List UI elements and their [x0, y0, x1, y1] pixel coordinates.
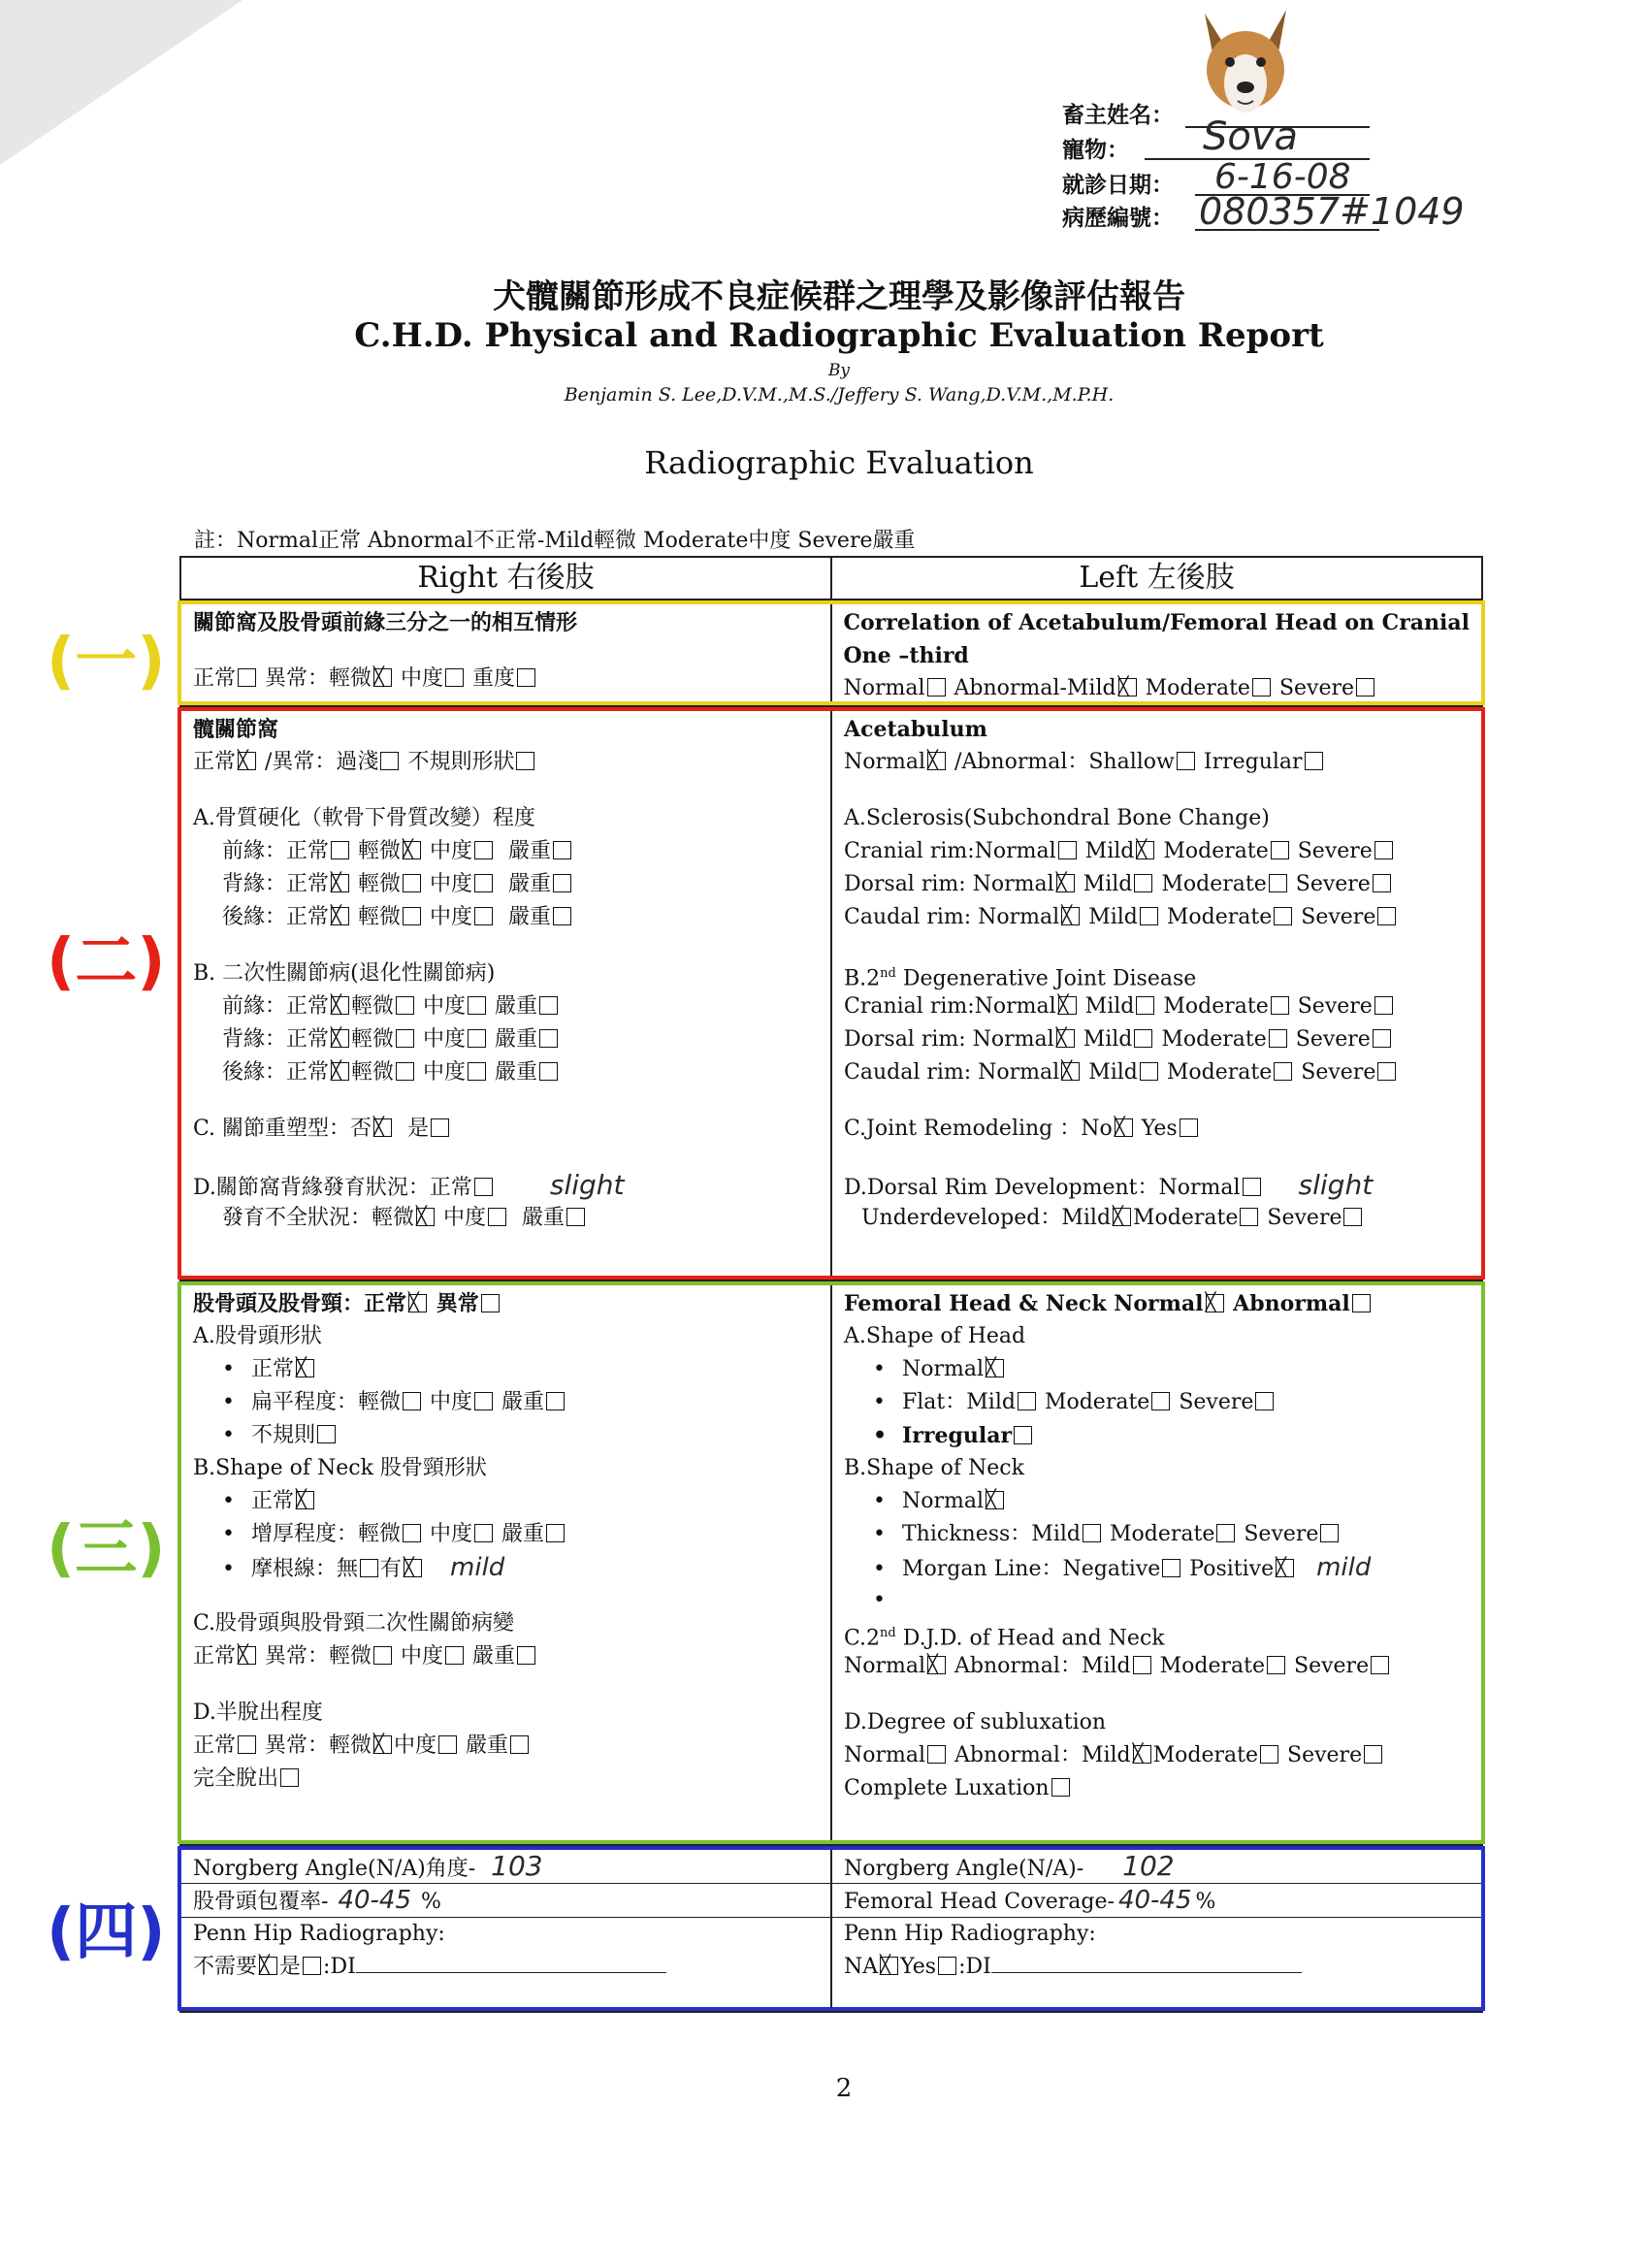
- checkbox[interactable]: [1343, 1208, 1362, 1226]
- checkbox[interactable]: [331, 996, 349, 1015]
- s1-left-mild-checkbox[interactable]: [1118, 678, 1137, 697]
- s2-right-d2: 發育不全狀況：輕微╳ 中度 嚴重: [193, 1202, 819, 1235]
- checkbox[interactable]: [474, 874, 493, 892]
- s3-left-a3: • Irregular: [844, 1419, 1470, 1452]
- checkbox[interactable]: [317, 1425, 336, 1443]
- s3-left-b1: • Normal╳: [844, 1485, 1470, 1518]
- checkbox[interactable]: [403, 1524, 421, 1542]
- dog-photo: [1195, 6, 1296, 122]
- checkbox[interactable]: [488, 1208, 506, 1226]
- checkbox[interactable]: [1133, 1656, 1151, 1674]
- owner-label: 畜主姓名：: [1062, 102, 1174, 128]
- s3-right-b-title: B.Shape of Neck 股骨頸形狀: [193, 1456, 487, 1480]
- s3-right-a-title: A.股骨頭形狀: [193, 1324, 322, 1348]
- checkbox[interactable]: [1058, 841, 1077, 859]
- checkbox[interactable]: [474, 1178, 493, 1196]
- checkbox[interactable]: [1134, 874, 1152, 892]
- checkbox[interactable]: [331, 907, 349, 925]
- checkbox[interactable]: [280, 1768, 299, 1787]
- s3-right-title: 股骨頭及股骨頸：正常╳ 異常: [193, 1287, 819, 1320]
- legend-note: 註：Normal正常 Abnormal不正常-Mild輕微 Moderate中度 Severe嚴重: [194, 529, 916, 553]
- checkbox[interactable]: [238, 1646, 256, 1665]
- checkbox[interactable]: [403, 1392, 421, 1410]
- section-3: [181, 1281, 1481, 1846]
- title-by: By: [827, 361, 851, 380]
- s3-right-d1: 正常 異常：輕微╳ 中度 嚴重: [193, 1730, 819, 1763]
- s2-left-a-dorsal: Dorsal rim: Normal╳ Mild Moderate Severe: [844, 868, 1470, 901]
- checkbox[interactable]: [331, 874, 349, 892]
- checkbox[interactable]: [539, 1029, 558, 1048]
- checkbox[interactable]: [1276, 1559, 1294, 1577]
- checkbox[interactable]: [1240, 1208, 1258, 1226]
- s4-left-penn-options: NA╳ Yes :DI: [844, 1951, 1470, 1984]
- title-en: C.H.D. Physical and Radiographic Evaluation Report: [354, 316, 1324, 355]
- s3-right-b2: • 增厚程度：輕微 中度 嚴重: [193, 1518, 819, 1551]
- checkbox[interactable]: [510, 1735, 529, 1754]
- checkbox[interactable]: [1364, 1745, 1382, 1764]
- s3-right-b1: • 正常╳: [193, 1485, 819, 1518]
- s1-right-options: 正常 異常：輕微╳ 中度 重度: [193, 663, 819, 696]
- checkbox[interactable]: [396, 1029, 414, 1048]
- section-1-left: [830, 600, 1482, 705]
- checkbox[interactable]: [1083, 1524, 1101, 1542]
- s3-left-d-title: D.Degree of subluxation: [844, 1710, 1107, 1734]
- checkbox[interactable]: [1014, 1426, 1032, 1444]
- checkbox[interactable]: [403, 907, 421, 925]
- checkbox[interactable]: [517, 1646, 535, 1665]
- checkbox[interactable]: [566, 1208, 585, 1226]
- checkbox[interactable]: [445, 1646, 464, 1665]
- checkbox[interactable]: [1180, 1118, 1198, 1137]
- s3-right-d2: 完全脫出: [193, 1763, 819, 1796]
- checkbox[interactable]: [396, 996, 414, 1015]
- checkbox[interactable]: [238, 1735, 256, 1754]
- checkbox[interactable]: [927, 1745, 946, 1764]
- checkbox[interactable]: [1260, 1745, 1278, 1764]
- checkbox[interactable]: [408, 1294, 427, 1312]
- evaluation-form: [179, 556, 1483, 2013]
- checkbox[interactable]: [1374, 996, 1393, 1015]
- checkbox[interactable]: [373, 1735, 392, 1754]
- s3-left-d1: Normal Abnormal：Mild╳ Moderate Severe: [844, 1739, 1470, 1772]
- s2-right-d1: D.關節窩背緣發育狀況：正常 slight: [193, 1169, 625, 1201]
- checkbox[interactable]: [1051, 1778, 1070, 1797]
- s3-right-b3: • 摩根線：無 有╳ mild: [193, 1551, 819, 1584]
- checkbox[interactable]: [1216, 1524, 1235, 1542]
- checkbox[interactable]: [404, 1559, 422, 1577]
- checkbox[interactable]: [1136, 996, 1154, 1015]
- checkbox[interactable]: [1269, 874, 1287, 892]
- checkbox[interactable]: [474, 907, 493, 925]
- checkbox[interactable]: [416, 1208, 435, 1226]
- s4-right-norberg: Norgberg Angle(N/A)角度- 103: [181, 1850, 830, 1884]
- section-1-right: [181, 600, 830, 705]
- s3-left-a1: • Normal╳: [844, 1353, 1470, 1386]
- checkbox[interactable]: [1151, 1392, 1170, 1410]
- checkbox[interactable]: [1115, 1118, 1133, 1137]
- checkbox[interactable]: [403, 874, 421, 892]
- checkbox[interactable]: [539, 1062, 558, 1081]
- checkbox[interactable]: [296, 1359, 314, 1377]
- record-label: 病歷編號：: [1062, 205, 1174, 231]
- title-zh: 犬髖關節形成不良症候群之理學及影像評估報告: [493, 277, 1185, 316]
- s3-left-bullet-empty: [844, 1584, 1470, 1617]
- checkbox[interactable]: [1136, 841, 1154, 859]
- s2-right-a-dorsal: 背緣：正常╳ 輕微 中度 嚴重: [193, 868, 819, 901]
- checkbox[interactable]: [1271, 996, 1289, 1015]
- checkbox[interactable]: [360, 1559, 378, 1577]
- s1-right-normal-checkbox[interactable]: [238, 668, 256, 687]
- checkbox[interactable]: [553, 841, 571, 859]
- authors: Benjamin S. Lee,D.V.M.,M.S./Jeffery S. Wang,D.V.M.,M.P.H.: [564, 384, 1115, 405]
- s3-right-c-title: C.股骨頭與股骨頸二次性關節病變: [193, 1611, 515, 1636]
- checkbox[interactable]: [1140, 1062, 1158, 1081]
- checkbox[interactable]: [331, 1029, 349, 1048]
- checkbox[interactable]: [1061, 1062, 1080, 1081]
- record-value: 080357#1049: [1199, 190, 1465, 233]
- section-2-marker: (二): [47, 926, 166, 998]
- s2-right-a-cranial: 前緣：正常 輕微╳ 中度 嚴重: [193, 835, 819, 868]
- checkbox[interactable]: [1371, 1656, 1389, 1674]
- s2-right-b-caudal: 後緣：正常╳ 輕微 中度 嚴重: [193, 1056, 819, 1089]
- section-2-left: [830, 707, 1481, 1280]
- checkbox[interactable]: [1206, 1294, 1224, 1312]
- checkbox[interactable]: [1305, 752, 1323, 770]
- checkbox[interactable]: [539, 996, 558, 1015]
- checkbox[interactable]: [1018, 1392, 1036, 1410]
- s3-left-b-title: B.Shape of Neck: [844, 1456, 1024, 1480]
- checkbox[interactable]: [546, 1392, 565, 1410]
- checkbox[interactable]: [474, 1524, 493, 1542]
- checkbox[interactable]: [1177, 752, 1195, 770]
- pet-value: Sova: [1203, 114, 1299, 159]
- section-1: [181, 600, 1481, 707]
- s4-right-penn-options: 不需要╳ 是 :DI: [193, 1951, 819, 1984]
- checkbox[interactable]: [296, 1491, 314, 1509]
- checkbox[interactable]: [403, 841, 421, 859]
- s2-left-b-title: B.2nd Degenerative Joint Disease: [844, 966, 1197, 991]
- checkbox[interactable]: [553, 907, 571, 925]
- s1-left-title-2: One –third: [843, 643, 969, 668]
- s2-right-normal-checkbox[interactable]: [238, 752, 256, 770]
- page-number: 2: [835, 2074, 853, 2103]
- s2-left-d2: Underdeveloped：Mild╳ Moderate Severe: [844, 1202, 1470, 1235]
- checkbox[interactable]: [1058, 996, 1077, 1015]
- s3-left-b3: • Morgan Line：Negative Positive╳ mild: [844, 1551, 1470, 1584]
- s3-right-a1: • 正常╳: [193, 1353, 819, 1386]
- checkbox[interactable]: [1134, 1029, 1152, 1048]
- checkbox[interactable]: [1140, 907, 1158, 925]
- s2-left-a-caudal: Caudal rim: Normal╳ Mild Moderate Severe: [844, 901, 1470, 934]
- s1-left-severe-checkbox[interactable]: [1356, 678, 1374, 697]
- s1-left-options: Normal Abnormal-Mild╳ Moderate Severe: [844, 672, 1471, 705]
- checkbox[interactable]: [546, 1524, 565, 1542]
- checkbox[interactable]: [1061, 907, 1080, 925]
- checkbox[interactable]: [1320, 1524, 1339, 1542]
- section-2: [181, 707, 1481, 1281]
- s2-right-shallow-checkbox[interactable]: [380, 752, 399, 770]
- checkbox[interactable]: [474, 1392, 493, 1410]
- s3-right-c1: 正常╳ 異常：輕微 中度 嚴重: [193, 1640, 819, 1673]
- s1-right-mild-checkbox[interactable]: [373, 668, 392, 687]
- section-3-marker: (三): [47, 1513, 166, 1585]
- s2-right-acetabulum: 正常╳ /異常：過淺 不規則形狀: [193, 746, 819, 779]
- checkbox[interactable]: [927, 1656, 946, 1674]
- s2-right-b-cranial: 前緣：正常╳ 輕微 中度 嚴重: [193, 990, 819, 1023]
- checkbox[interactable]: [986, 1359, 1004, 1377]
- section-2-right: [181, 707, 830, 1280]
- s2-right-b-title: B. 二次性關節病(退化性關節病): [193, 961, 496, 986]
- checkbox[interactable]: [303, 1957, 321, 1975]
- s2-left-acetabulum: Normal╳ /Abnormal：Shallow Irregular: [844, 746, 1470, 779]
- checkbox[interactable]: [938, 1957, 956, 1975]
- checkbox[interactable]: [468, 996, 486, 1015]
- checkbox[interactable]: [1162, 1559, 1180, 1577]
- checkbox[interactable]: [1373, 874, 1391, 892]
- s3-left-b2: • Thickness：Mild Moderate Severe: [844, 1518, 1470, 1551]
- s3-left-d2: Complete Luxation: [844, 1772, 1470, 1805]
- checkbox[interactable]: [331, 1062, 349, 1081]
- checkbox[interactable]: [1374, 841, 1393, 859]
- section-4-left: [830, 1846, 1481, 2011]
- checkbox[interactable]: [474, 841, 493, 859]
- s1-right-moderate-checkbox[interactable]: [445, 668, 464, 687]
- checkbox[interactable]: [1377, 1062, 1396, 1081]
- s1-right-title: 關節窩及股骨頭前緣三分之一的相互情形: [193, 610, 578, 635]
- checkbox[interactable]: [1056, 1029, 1075, 1048]
- column-headers: [181, 558, 1481, 600]
- checkbox[interactable]: [438, 1735, 457, 1754]
- s3-right-a3: • 不規則: [193, 1419, 819, 1452]
- date-value: 6-16-08: [1214, 157, 1351, 197]
- di-input-line[interactable]: [356, 1972, 666, 1973]
- right-header: Right 右後肢: [417, 561, 595, 595]
- pet-label: 寵物：: [1062, 137, 1129, 163]
- s2-right-irregular-checkbox[interactable]: [516, 752, 534, 770]
- checkbox[interactable]: [431, 1118, 449, 1137]
- checkbox[interactable]: [1269, 1029, 1287, 1048]
- s3-left-c-title: C.2nd D.J.D. of Head and Neck: [844, 1626, 1165, 1651]
- s2-left-a-cranial: Cranial rim:Normal Mild╳ Moderate Severe: [844, 835, 1470, 868]
- s2-right-a-title: A.骨質硬化（軟骨下骨質改變）程度: [193, 806, 535, 830]
- checkbox[interactable]: [259, 1957, 277, 1975]
- checkbox[interactable]: [373, 1646, 392, 1665]
- s2-left-title: Acetabulum: [844, 717, 987, 742]
- left-header: Left 左後肢: [830, 558, 1481, 599]
- s1-left-moderate-checkbox[interactable]: [1252, 678, 1271, 697]
- s1-left-title-1: Correlation of Acetabulum/Femoral Head on Cranial: [843, 610, 1470, 635]
- section-1-marker: (一): [47, 626, 166, 697]
- section-title: Radiographic Evaluation: [644, 444, 1034, 481]
- checkbox[interactable]: [1133, 1745, 1151, 1764]
- s2-left-d1: D.Dorsal Rim Development：Normal slight: [844, 1169, 1374, 1201]
- folded-corner: [0, 0, 242, 165]
- checkbox[interactable]: [468, 1062, 486, 1081]
- section-3-right: [181, 1281, 830, 1844]
- checkbox[interactable]: [1271, 841, 1289, 859]
- s3-right-a2: • 扁平程度：輕微 中度 嚴重: [193, 1386, 819, 1419]
- s2-right-b-dorsal: 背緣：正常╳ 輕微 中度 嚴重: [193, 1023, 819, 1056]
- s2-left-b-dorsal: Dorsal rim: Normal╳ Mild Moderate Severe: [844, 1023, 1470, 1056]
- checkbox[interactable]: [1274, 1062, 1292, 1081]
- checkbox[interactable]: [553, 874, 571, 892]
- checkbox[interactable]: [1267, 1656, 1285, 1674]
- checkbox[interactable]: [396, 1062, 414, 1081]
- s3-left-c1: Normal╳ Abnormal：Mild Moderate Severe: [844, 1650, 1470, 1683]
- s1-right-severe-checkbox[interactable]: [517, 668, 535, 687]
- s2-left-b-caudal: Caudal rim: Normal╳ Mild Moderate Severe: [844, 1056, 1470, 1089]
- checkbox[interactable]: [1274, 907, 1292, 925]
- s3-left-a-title: A.Shape of Head: [844, 1324, 1026, 1348]
- checkbox[interactable]: [481, 1294, 500, 1312]
- checkbox[interactable]: [468, 1029, 486, 1048]
- checkbox[interactable]: [1056, 874, 1075, 892]
- s2-left-b-cranial: Cranial rim:Normal╳ Mild Moderate Severe: [844, 990, 1470, 1023]
- s4-left-coverage: Femoral Head Coverage- 40-45 %: [832, 1884, 1481, 1918]
- checkbox[interactable]: [1352, 1294, 1371, 1312]
- checkbox[interactable]: [1377, 907, 1396, 925]
- s4-left-norberg: Norgberg Angle(N/A)- 102: [832, 1850, 1481, 1884]
- s2-right-title: 髖關節窩: [193, 717, 279, 742]
- checkbox[interactable]: [1243, 1178, 1261, 1196]
- checkbox[interactable]: [373, 1118, 392, 1137]
- s4-right-coverage: 股骨頭包覆率- 40-45 %: [181, 1884, 830, 1918]
- s1-left-normal-checkbox[interactable]: [927, 678, 946, 697]
- s3-right-d-title: D.半脫出程度: [193, 1701, 323, 1725]
- s2-left-c: C.Joint Remodeling ：No╳ Yes: [844, 1113, 1470, 1146]
- checkbox[interactable]: [986, 1491, 1004, 1509]
- s4-right-penn-title: Penn Hip Radiography:: [193, 1922, 445, 1946]
- s3-left-a2: • Flat：Mild Moderate Severe: [844, 1386, 1470, 1419]
- checkbox[interactable]: [331, 841, 349, 859]
- checkbox[interactable]: [880, 1957, 898, 1975]
- checkbox[interactable]: [1373, 1029, 1391, 1048]
- checkbox[interactable]: [1255, 1392, 1274, 1410]
- s3-left-title: Femoral Head & Neck Normal╳ Abnormal: [844, 1287, 1470, 1320]
- s4-left-penn-title: Penn Hip Radiography:: [844, 1922, 1096, 1946]
- s2-right-c: C. 關節重塑型：否╳ 是: [193, 1113, 819, 1146]
- checkbox[interactable]: [1113, 1208, 1131, 1226]
- section-4: [181, 1846, 1481, 2011]
- checkbox[interactable]: [927, 752, 946, 770]
- section-4-right: [181, 1846, 830, 2011]
- di-input-line[interactable]: [991, 1972, 1302, 1973]
- s2-left-a-title: A.Sclerosis(Subchondral Bone Change): [844, 806, 1270, 830]
- section-4-marker: (四): [47, 1896, 166, 1968]
- s2-right-a-caudal: 後緣：正常╳ 輕微 中度 嚴重: [193, 901, 819, 934]
- date-label: 就診日期：: [1062, 172, 1174, 198]
- section-3-left: [830, 1281, 1481, 1844]
